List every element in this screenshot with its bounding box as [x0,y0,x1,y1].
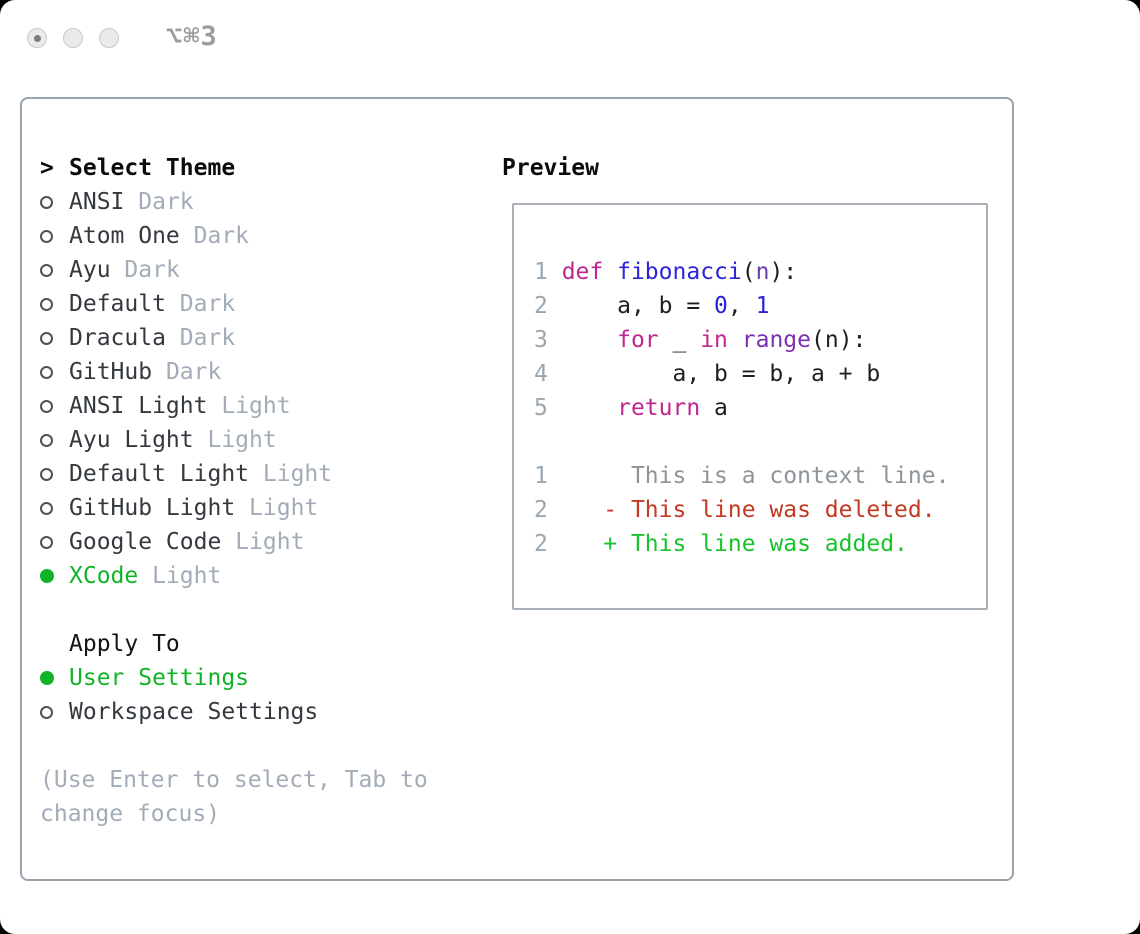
line-number: 5 [534,395,548,421]
spacer [152,359,166,385]
item-label: ANSI [69,189,125,215]
radio-icon [40,502,53,515]
spacer [194,427,208,453]
theme-item[interactable] [40,219,428,253]
apply-to-title: Apply To [69,631,180,657]
theme-item[interactable] [40,423,428,457]
item-label: Workspace Settings [69,699,319,725]
code-line [534,459,986,493]
tab-shortcut-label: ⌥⌘3 [166,21,218,52]
spacer-row [40,593,428,627]
item-variant-label: Dark [193,223,250,249]
spacer [166,291,180,317]
item-variant-label: Dark [179,291,236,317]
item-label: ANSI Light [69,393,208,419]
theme-list [40,151,428,831]
hint-line-2: change focus) [40,801,221,827]
radio-icon [40,366,53,379]
code-token: 1 [755,293,770,319]
radio-icon [40,332,69,345]
item-variant-label: Light [152,563,222,589]
code-token [562,327,617,353]
radio-icon [40,468,69,481]
code-token: 0 [714,293,728,319]
item-variant-label: Light [235,529,305,555]
window-button-close[interactable] [27,28,47,48]
code-token [728,327,742,353]
item-label: Default Light [69,461,250,487]
spacer [124,189,138,215]
item-variant-label: Light [207,427,277,453]
radio-icon [40,434,53,447]
spacer [111,257,125,283]
window-controls [27,28,119,48]
code-token: (n): [811,327,867,353]
line-number: 4 [534,361,548,387]
radio-icon [40,230,53,243]
radio-icon [40,706,53,719]
theme-picker-panel [20,97,1014,881]
spacer [207,393,221,419]
hint-line-1: (Use Enter to select, Tab to [40,767,428,793]
theme-list-title: Select Theme [69,155,236,181]
radio-icon [40,502,69,515]
apply-option[interactable] [40,661,428,695]
code-line [534,357,986,391]
line-number: 3 [534,327,548,353]
item-label: Ayu Light [69,427,194,453]
radio-icon [40,230,69,243]
item-variant-label: Light [262,461,333,487]
preview-pane [512,203,988,610]
line-number: 1 [534,259,548,285]
code-token: in [700,327,728,353]
code-line [534,493,986,527]
radio-icon [40,400,53,413]
radio-icon [40,536,53,549]
item-label: XCode [69,563,139,589]
line-number: 2 [534,293,548,319]
preview-title: Preview [502,155,599,181]
radio-selected-icon [40,671,69,685]
line-number: 2 [534,531,548,557]
item-label: Default [69,291,166,317]
window-button-zoom[interactable] [99,28,119,48]
item-label: Google Code [69,529,222,555]
code-token: n [755,259,770,285]
window-button-minimize[interactable] [63,28,83,48]
item-label: Dracula [69,325,166,351]
radio-icon [40,298,69,311]
item-label: Ayu [69,257,111,283]
theme-item[interactable] [40,457,428,491]
theme-item[interactable] [40,559,428,593]
code-token: fibonacci [617,259,742,285]
item-label: Atom One [69,223,180,249]
item-variant-label: Dark [124,257,180,283]
theme-item[interactable] [40,389,428,423]
theme-items [40,185,428,593]
theme-item[interactable] [40,287,428,321]
radio-icon [40,298,53,311]
code-token: , [727,293,756,319]
item-label: GitHub Light [69,495,236,521]
code-token: ): [769,259,798,285]
theme-item[interactable] [40,185,428,219]
code-token [562,395,617,421]
radio-icon [40,196,53,209]
radio-icon [40,400,69,413]
code-token: _ [658,327,701,353]
item-variant-label: Dark [165,359,222,385]
radio-icon [40,434,69,447]
code-token: - This line was deleted. [561,497,936,523]
code-token: a [700,395,728,421]
spacer [221,529,235,555]
code-token: + This line was added. [561,531,908,557]
radio-icon [40,706,69,719]
prompt-icon: > [40,155,54,181]
theme-item[interactable] [40,253,428,287]
apply-options [40,661,428,729]
code-line [534,425,986,459]
radio-icon [40,468,53,481]
code-token: a, b = b, a + b [561,361,881,387]
radio-icon [40,332,53,345]
spacer-row [40,729,428,763]
spacer [249,461,263,487]
spacer [180,223,194,249]
theme-item[interactable] [40,321,428,355]
code-block [534,255,986,561]
apply-to-header [40,627,428,661]
code-line [534,289,986,323]
theme-item[interactable] [40,491,428,525]
spacer [235,495,249,521]
spacer [138,563,152,589]
item-label: GitHub [69,359,153,385]
theme-item[interactable] [40,355,428,389]
radio-icon [40,264,69,277]
line-number: 2 [534,497,548,523]
code-line [534,527,986,561]
code-token: a, b = [561,293,715,319]
radio-selected-icon [40,569,54,583]
radio-icon [40,536,69,549]
code-line [534,323,986,357]
code-token: range [741,327,811,353]
code-token: This is a context line. [561,463,950,489]
code-token: def [561,259,604,285]
code-token: for [617,327,659,353]
item-variant-label: Light [249,495,319,521]
item-variant-label: Light [221,393,291,419]
code-line [534,391,986,425]
apply-option[interactable] [40,695,428,729]
window-button-dot [34,35,41,42]
radio-icon [40,366,69,379]
radio-selected-icon [40,671,54,685]
code-line [534,255,986,289]
code-token: ( [741,259,756,285]
theme-item[interactable] [40,525,428,559]
radio-icon [40,196,69,209]
item-variant-label: Dark [138,189,194,215]
theme-list-header [40,151,428,185]
radio-icon [40,264,53,277]
spacer [166,325,180,351]
item-variant-label: Dark [179,325,236,351]
code-token: return [617,395,701,421]
radio-selected-icon [40,569,69,583]
code-token [603,259,617,285]
line-number: 1 [534,463,548,489]
item-label: User Settings [69,665,250,691]
